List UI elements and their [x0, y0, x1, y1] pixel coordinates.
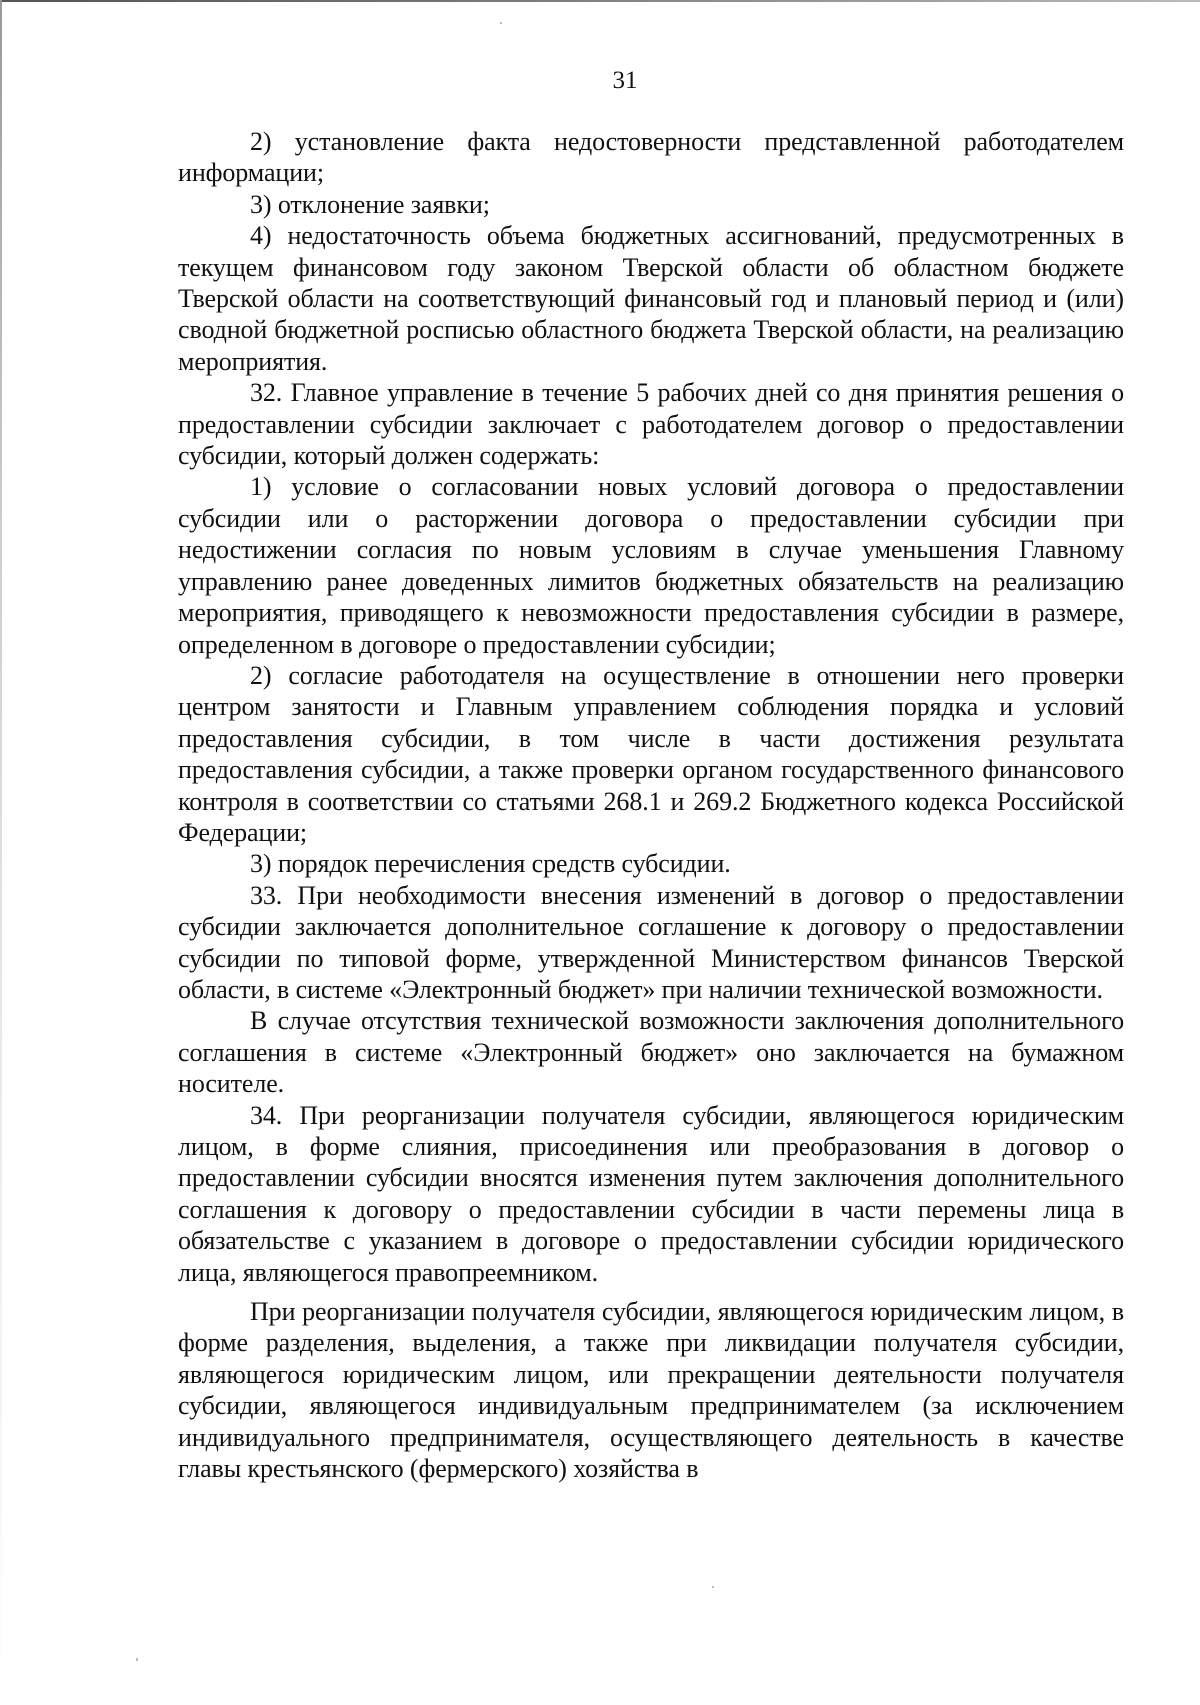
paragraph-clause-32-item-1: 1) условие о согласовании новых условий договора о предоставлении субсидии или о расторжении договора о предоставлении субсидии при недостижении согласия по новым условиям в случае уменьшения Главному управлению ранее доведенных лимитов бюджетных обязательств на реализацию мероприятия, приводящего к невозможности предоставления субсидии в размере, определенном в договоре о предоставлении субсидии;: [178, 472, 1124, 659]
paragraph-clause-32-item-2: 2) согласие работодателя на осуществление в отношении него проверки центром занятости и Главным управлением соблюдения порядка и условий предоставления субсидии, в том числе в части достижения результата предоставления субсидии, а также проверки органом государственного финансового контроля в соответствии со статьями 268.1 и 269.2 Бюджетного кодекса Российской Федерации;: [178, 660, 1124, 847]
paragraph-clause-33-continued: В случае отсутствия технической возможности заключения дополнительного соглашения в системе «Электронный бюджет» оно заключается на бумажном носителе.: [178, 1006, 1124, 1099]
scan-top-edge: [0, 0, 1200, 2]
paragraph-item-2: 2) установление факта недостоверности представленной работодателем информации;: [178, 127, 1124, 188]
paragraph-clause-34-continued: При реорганизации получателя субсидии, являющегося юридическим лицом, в форме разделения, выделения, а также при ликвидации получателя субсидии, являющегося юридическим лицом, или прекращении деятельности получателя субсидии, являющегося индивидуальным предпринимателем (за исключением индивидуального предпринимателя, осуществляющего деятельность в качестве главы крестьянского (фермерского) хозяйства в: [178, 1297, 1124, 1484]
paragraph-clause-32: 32. Главное управление в течение 5 рабочих дней со дня принятия решения о предоставлении субсидии заключает с работодателем договор о предоставлении субсидии, который должен содержать:: [178, 378, 1124, 471]
paragraph-item-4: 4) недостаточность объема бюджетных ассигнований, предусмотренных в текущем финансовом году законом Тверской области об областном бюджете Тверской области на соответствующий финансовый год и плановый период и (или) сводной бюджетной росписью областного бюджета Тверской области, на реализацию мероприятия.: [178, 221, 1124, 376]
paragraph-clause-33: 33. При необходимости внесения изменений в договор о предоставлении субсидии заключается дополнительное соглашение к договору о предоставлении субсидии по типовой форме, утвержденной Министерством финансов Тверской области, в системе «Электронный бюджет» при наличии технической возможности.: [178, 880, 1124, 1004]
paragraph-item-3: 3) отклонение заявки;: [250, 189, 490, 219]
paragraph-clause-34: 34. При реорганизации получателя субсидии, являющегося юридическим лицом, в форме слияния, присоединения или преобразования в договор о предоставлении субсидии вносятся изменения путем заключения дополнительного соглашения к договору о предоставлении субсидии в части перемены лица в обязательстве с указанием в договоре о предоставлении субсидии юридического лица, являющегося правопреемником.: [178, 1100, 1124, 1287]
scan-speck: [500, 22, 502, 24]
scan-left-edge: [0, 0, 2, 1705]
document-body: [178, 126, 1124, 1484]
page-number: 31: [612, 67, 638, 94]
scan-speck: [712, 1586, 714, 1588]
scan-speck: [136, 1658, 138, 1661]
paragraph-clause-32-item-3: 3) порядок перечисления средств субсидии.: [250, 849, 731, 879]
